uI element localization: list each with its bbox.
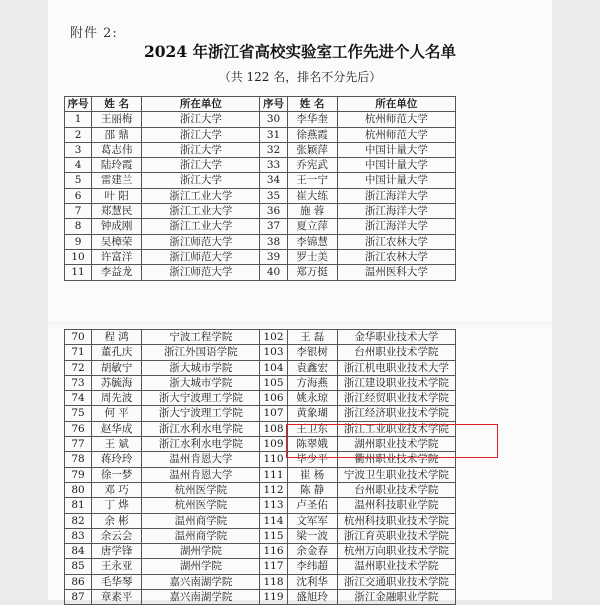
cell-name-2: 郑万挺 xyxy=(287,265,337,280)
cell-name: 胡敏宁 xyxy=(92,360,142,375)
cell-no-2: 35 xyxy=(260,188,287,203)
cell-unit-2: 中国计量大学 xyxy=(337,142,455,157)
cell-unit-2: 杭州师范大学 xyxy=(337,112,455,127)
cell-no-2: 32 xyxy=(260,142,287,157)
cell-name: 董孔庆 xyxy=(92,345,142,360)
cell-name: 唐学锋 xyxy=(92,544,142,559)
table-row xyxy=(65,574,456,589)
cell-no-2: 116 xyxy=(260,544,287,559)
cell-name-2: 沈利华 xyxy=(287,574,337,589)
cell-name-2: 李华奎 xyxy=(287,112,337,127)
cell-no-2: 113 xyxy=(260,498,287,513)
cell-no: 79 xyxy=(65,467,92,482)
cell-unit-2: 温州科技职业学院 xyxy=(337,498,455,513)
cell-name-2: 毕少平 xyxy=(287,452,337,467)
cell-no: 6 xyxy=(65,188,92,203)
cell-unit-2: 台州职业技术学院 xyxy=(337,345,455,360)
cell-name-2: 方海燕 xyxy=(287,375,337,390)
cell-name: 丁 烨 xyxy=(92,498,142,513)
table-row xyxy=(65,528,456,543)
cell-no-2: 105 xyxy=(260,375,287,390)
cell-name-2: 施 蓉 xyxy=(287,204,337,219)
cell-no-2: 114 xyxy=(260,513,287,528)
cell-unit: 浙江大学 xyxy=(142,112,260,127)
cell-name: 郑慧民 xyxy=(92,204,142,219)
cell-unit-2: 浙江建设职业技术学院 xyxy=(337,375,455,390)
cell-no: 10 xyxy=(65,249,92,264)
cell-no-2: 36 xyxy=(260,204,287,219)
cell-name: 周先波 xyxy=(92,391,142,406)
table-row xyxy=(65,559,456,574)
table-row xyxy=(65,345,456,360)
cell-unit-2: 温州医科大学 xyxy=(337,265,455,280)
cell-unit-2: 杭州师范大学 xyxy=(337,127,455,142)
table-body-bottom xyxy=(65,330,456,605)
table-row xyxy=(65,204,456,219)
cell-no-2: 106 xyxy=(260,391,287,406)
cell-name-2: 王一宁 xyxy=(287,173,337,188)
cell-unit: 宁波工程学院 xyxy=(142,330,260,345)
cell-no-2: 104 xyxy=(260,360,287,375)
cell-name: 邵 鼎 xyxy=(92,127,142,142)
cell-unit: 湖州学院 xyxy=(142,559,260,574)
highlight-annotation-box xyxy=(286,424,498,458)
cell-unit-2: 台州职业技术学院 xyxy=(337,482,455,497)
page-subtitle: （共 122 名，排名不分先后） xyxy=(218,70,382,84)
cell-no-2: 39 xyxy=(260,249,287,264)
cell-no: 77 xyxy=(65,437,92,452)
cell-name-2: 余金春 xyxy=(287,544,337,559)
header-unit: 所在单位 xyxy=(142,97,260,112)
table-body-top xyxy=(65,112,456,280)
cell-name-2: 王卫东 xyxy=(287,421,337,436)
cell-no: 76 xyxy=(65,421,92,436)
cell-unit: 浙江大学 xyxy=(142,158,260,173)
cell-unit: 浙江师范大学 xyxy=(142,265,260,280)
cell-unit-2: 杭州万向职业技术学院 xyxy=(337,544,455,559)
cell-name-2: 李银树 xyxy=(287,345,337,360)
table-row xyxy=(65,127,456,142)
cell-no: 71 xyxy=(65,345,92,360)
cell-unit-2: 金华职业技术大学 xyxy=(337,330,455,345)
table-row xyxy=(65,406,456,421)
table-row xyxy=(65,112,456,127)
cell-name: 毛华琴 xyxy=(92,574,142,589)
cell-name: 陆玲霞 xyxy=(92,158,142,173)
cell-no: 87 xyxy=(65,590,92,605)
awardees-table-top xyxy=(64,96,456,281)
table-row xyxy=(65,498,456,513)
cell-no-2: 33 xyxy=(260,158,287,173)
cell-no-2: 111 xyxy=(260,467,287,482)
cell-unit-2: 浙江海洋大学 xyxy=(337,188,455,203)
cell-name: 余 彬 xyxy=(92,513,142,528)
table-row xyxy=(65,188,456,203)
cell-unit: 浙江师范大学 xyxy=(142,234,260,249)
cell-name: 葛志伟 xyxy=(92,142,142,157)
cell-no-2: 34 xyxy=(260,173,287,188)
cell-no: 2 xyxy=(65,127,92,142)
cell-unit-2: 湖州职业技术学院 xyxy=(337,437,455,452)
cell-unit-2: 温州职业技术学院 xyxy=(337,559,455,574)
cell-no-2: 40 xyxy=(260,265,287,280)
cell-name: 蒋玲玲 xyxy=(92,452,142,467)
cell-no-2: 102 xyxy=(260,330,287,345)
table-row xyxy=(65,513,456,528)
cell-no-2: 115 xyxy=(260,528,287,543)
cell-name-2: 黄象瑚 xyxy=(287,406,337,421)
cell-no-2: 38 xyxy=(260,234,287,249)
cell-name-2: 卢圣佑 xyxy=(287,498,337,513)
cell-unit: 嘉兴南湖学院 xyxy=(142,590,260,605)
cell-no: 82 xyxy=(65,513,92,528)
cell-unit-2: 浙江海洋大学 xyxy=(337,204,455,219)
table-row xyxy=(65,234,456,249)
cell-no: 75 xyxy=(65,406,92,421)
cell-unit-2: 中国计量大学 xyxy=(337,173,455,188)
cell-unit-2: 浙江经济职业技术学院 xyxy=(337,406,455,421)
cell-no-2: 107 xyxy=(260,406,287,421)
table-row xyxy=(65,590,456,605)
cell-no-2: 37 xyxy=(260,219,287,234)
cell-name: 苏毓海 xyxy=(92,375,142,390)
cell-unit: 湖州学院 xyxy=(142,544,260,559)
cell-no: 73 xyxy=(65,375,92,390)
cell-no: 85 xyxy=(65,559,92,574)
cell-unit: 浙江外国语学院 xyxy=(142,345,260,360)
cell-name-2: 文军军 xyxy=(287,513,337,528)
cell-name-2: 姚永琼 xyxy=(287,391,337,406)
cell-name-2: 崔 杨 xyxy=(287,467,337,482)
cell-unit: 浙江工业大学 xyxy=(142,219,260,234)
cell-name: 王永亚 xyxy=(92,559,142,574)
cell-unit: 浙江水利水电学院 xyxy=(142,421,260,436)
table-row xyxy=(65,249,456,264)
cell-name: 徐一梦 xyxy=(92,467,142,482)
header-no: 序号 xyxy=(65,97,92,112)
cell-no-2: 117 xyxy=(260,559,287,574)
cell-unit-2: 中国计量大学 xyxy=(337,158,455,173)
cell-unit: 温州商学院 xyxy=(142,513,260,528)
cell-no-2: 118 xyxy=(260,574,287,589)
cell-no: 70 xyxy=(65,330,92,345)
awardees-table-bottom xyxy=(64,329,456,605)
cell-unit-2: 浙江经贸职业技术学院 xyxy=(337,391,455,406)
cell-no: 1 xyxy=(65,112,92,127)
attachment-label: 附件 2: xyxy=(70,26,118,41)
cell-no: 4 xyxy=(65,158,92,173)
cell-no-2: 110 xyxy=(260,452,287,467)
cell-unit: 浙江水利水电学院 xyxy=(142,437,260,452)
cell-name-2: 罗士美 xyxy=(287,249,337,264)
header-no-2: 序号 xyxy=(260,97,287,112)
cell-name-2: 李纬超 xyxy=(287,559,337,574)
cell-unit-2: 浙江农林大学 xyxy=(337,234,455,249)
cell-no: 11 xyxy=(65,265,92,280)
table-header-row xyxy=(65,97,456,112)
cell-no: 8 xyxy=(65,219,92,234)
cell-name-2: 李锦慧 xyxy=(287,234,337,249)
cell-name: 赵华成 xyxy=(92,421,142,436)
cell-unit: 浙大宁波理工学院 xyxy=(142,391,260,406)
cell-no-2: 31 xyxy=(260,127,287,142)
cell-unit-2: 浙江交通职业技术学院 xyxy=(337,574,455,589)
cell-unit: 浙大城市学院 xyxy=(142,360,260,375)
cell-no: 9 xyxy=(65,234,92,249)
cell-name: 雷建兰 xyxy=(92,173,142,188)
cell-unit-2: 浙江育英职业技术学院 xyxy=(337,528,455,543)
cell-unit-2: 浙江海洋大学 xyxy=(337,219,455,234)
cell-no-2: 112 xyxy=(260,482,287,497)
cell-name: 吴樟荣 xyxy=(92,234,142,249)
cell-name: 王丽梅 xyxy=(92,112,142,127)
cell-no: 80 xyxy=(65,482,92,497)
cell-name: 钟成刚 xyxy=(92,219,142,234)
cell-unit-2: 浙江工业职业技术学院 xyxy=(337,421,455,436)
page-title: 2024 年浙江省高校实验室工作先进个人名单 xyxy=(143,42,457,61)
cell-no: 81 xyxy=(65,498,92,513)
cell-unit: 浙大城市学院 xyxy=(142,375,260,390)
page-break xyxy=(48,322,552,328)
table-row xyxy=(65,360,456,375)
cell-no: 83 xyxy=(65,528,92,543)
table-row xyxy=(65,330,456,345)
cell-name: 邓 巧 xyxy=(92,482,142,497)
table-row xyxy=(65,391,456,406)
cell-unit-2: 衢州职业技术学院 xyxy=(337,452,455,467)
cell-no-2: 108 xyxy=(260,421,287,436)
cell-name-2: 张颖萍 xyxy=(287,142,337,157)
cell-name-2: 夏立萍 xyxy=(287,219,337,234)
cell-no-2: 103 xyxy=(260,345,287,360)
cell-unit: 温州肯恩大学 xyxy=(142,452,260,467)
table-row xyxy=(65,158,456,173)
cell-no: 72 xyxy=(65,360,92,375)
cell-name: 余云会 xyxy=(92,528,142,543)
cell-unit-2: 浙江机电职业技术大学 xyxy=(337,360,455,375)
cell-unit: 温州商学院 xyxy=(142,528,260,543)
cell-unit: 浙江大学 xyxy=(142,127,260,142)
cell-no: 78 xyxy=(65,452,92,467)
cell-no-2: 30 xyxy=(260,112,287,127)
cell-name: 叶 阳 xyxy=(92,188,142,203)
cell-no: 74 xyxy=(65,391,92,406)
cell-no: 7 xyxy=(65,204,92,219)
cell-name: 李益龙 xyxy=(92,265,142,280)
cell-name: 王 斌 xyxy=(92,437,142,452)
cell-unit: 浙江大学 xyxy=(142,173,260,188)
cell-name-2: 盛旭玲 xyxy=(287,590,337,605)
cell-unit: 浙江大学 xyxy=(142,142,260,157)
table-row xyxy=(65,219,456,234)
cell-name: 章素平 xyxy=(92,590,142,605)
table-row xyxy=(65,265,456,280)
header-unit-2: 所在单位 xyxy=(337,97,455,112)
cell-name-2: 徐燕霞 xyxy=(287,127,337,142)
table-row xyxy=(65,482,456,497)
cell-unit-2: 宁波卫生职业技术学院 xyxy=(337,467,455,482)
cell-name: 程 鸿 xyxy=(92,330,142,345)
cell-no: 86 xyxy=(65,574,92,589)
cell-unit: 浙大宁波理工学院 xyxy=(142,406,260,421)
cell-name-2: 乔宪武 xyxy=(287,158,337,173)
cell-no-2: 119 xyxy=(260,590,287,605)
cell-name-2: 袁鑫宏 xyxy=(287,360,337,375)
cell-unit: 浙江工业大学 xyxy=(142,188,260,203)
cell-name: 许富洋 xyxy=(92,249,142,264)
cell-name-2: 王 磊 xyxy=(287,330,337,345)
cell-name-2: 陈 静 xyxy=(287,482,337,497)
cell-unit-2: 浙江金融职业学院 xyxy=(337,590,455,605)
cell-no: 84 xyxy=(65,544,92,559)
cell-unit: 杭州医学院 xyxy=(142,498,260,513)
cell-unit-2: 杭州科技职业技术学院 xyxy=(337,513,455,528)
cell-name-2: 崔大练 xyxy=(287,188,337,203)
table-row xyxy=(65,173,456,188)
header-name-2: 姓 名 xyxy=(287,97,337,112)
cell-unit: 浙江师范大学 xyxy=(142,249,260,264)
cell-no: 5 xyxy=(65,173,92,188)
cell-no-2: 109 xyxy=(260,437,287,452)
table-row xyxy=(65,467,456,482)
cell-unit: 嘉兴南湖学院 xyxy=(142,574,260,589)
cell-unit: 浙江工业大学 xyxy=(142,204,260,219)
cell-unit-2: 浙江农林大学 xyxy=(337,249,455,264)
table-row xyxy=(65,142,456,157)
cell-unit: 温州肯恩大学 xyxy=(142,467,260,482)
cell-name-2: 梁一波 xyxy=(287,528,337,543)
header-name: 姓 名 xyxy=(92,97,142,112)
cell-name-2: 陈翠娥 xyxy=(287,437,337,452)
cell-no: 3 xyxy=(65,142,92,157)
cell-name: 何 平 xyxy=(92,406,142,421)
table-row xyxy=(65,544,456,559)
cell-unit: 杭州医学院 xyxy=(142,482,260,497)
table-row xyxy=(65,375,456,390)
